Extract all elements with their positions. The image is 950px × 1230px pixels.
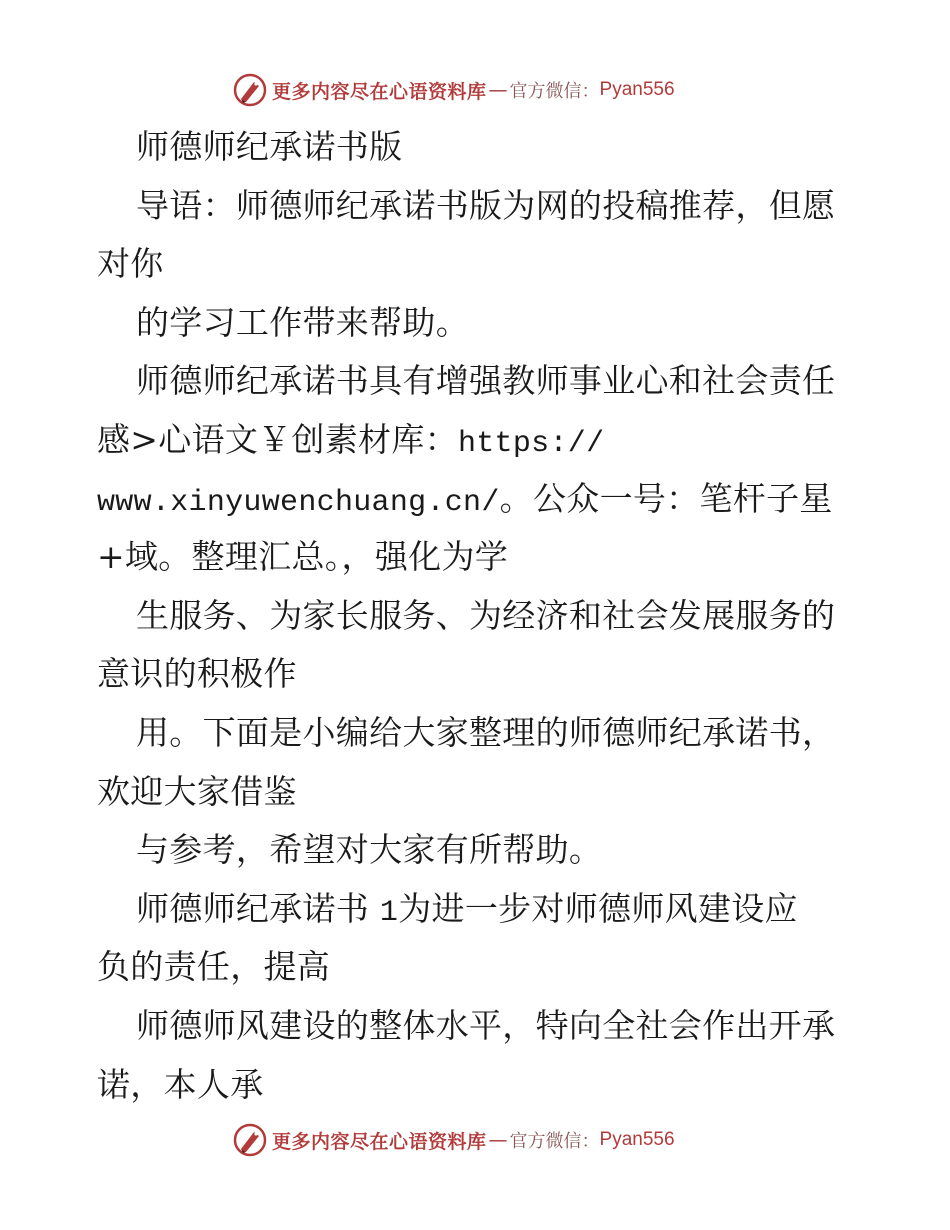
paragraph-line: +域。整理汇总。，强化为学 xyxy=(97,537,509,577)
source-url: www.xinyuwenchuang.cn/ xyxy=(97,485,500,520)
source-label: 感>心语文￥创素材库： xyxy=(97,419,458,459)
paragraph-line xyxy=(97,411,857,470)
banner-dash: — xyxy=(488,79,508,101)
source-url-prefix: https:// xyxy=(457,426,605,461)
paragraph-line xyxy=(97,470,857,529)
paragraph-line: 的学习工作带来帮助。 xyxy=(136,302,469,342)
paragraph-line: 师德师纪承诺书具有增强教师事业心和社会责任 xyxy=(136,361,836,401)
banner-text: 更多内容尽在心语资料库 xyxy=(272,1130,487,1153)
paragraph-line: 用。下面是小编给大家整理的师德师纪承诺书， xyxy=(136,712,836,752)
paragraph-line: 负的责任，提高 xyxy=(97,947,331,987)
wechat-account-text: 。公众一号：笔杆子星 xyxy=(499,478,833,518)
section-number: 1 xyxy=(379,895,399,930)
paragraph-line: 欢迎大家借鉴 xyxy=(97,771,297,811)
banner-wechat-id: Pyan556 xyxy=(599,1129,675,1150)
footer-banner xyxy=(232,1120,675,1160)
paragraph-line: 意识的积极作 xyxy=(97,654,297,694)
pen-logo-icon xyxy=(232,72,268,108)
pen-logo-icon xyxy=(232,1122,268,1158)
paragraph-line xyxy=(97,880,857,939)
banner-text: 更多内容尽在心语资料库 xyxy=(272,80,487,103)
banner-dash: — xyxy=(488,1129,508,1151)
document-title: 师德师纪承诺书版 xyxy=(136,127,403,166)
document-body xyxy=(97,118,857,1114)
paragraph-line: 与参考，希望对大家有所帮助。 xyxy=(136,830,603,870)
paragraph-line: 师德师风建设的整体水平，特向全社会作出开承 xyxy=(136,1005,836,1045)
banner-wechat-id: Pyan556 xyxy=(599,79,675,100)
paragraph-line: 对你 xyxy=(97,244,164,284)
header-banner xyxy=(232,70,675,110)
paragraph-line: 诺，本人承 xyxy=(97,1064,264,1104)
section-text: 为进一步对师德师风建设应 xyxy=(398,888,798,928)
banner-wechat-label: 官方微信： xyxy=(509,81,600,102)
paragraph-line: 导语：师德师纪承诺书版为网的投稿推荐，但愿 xyxy=(136,185,836,225)
banner-wechat-label: 官方微信： xyxy=(509,1131,600,1152)
section-heading: 师德师纪承诺书 xyxy=(136,888,370,928)
paragraph-line: 生服务、为家长服务、为经济和社会发展服务的 xyxy=(136,595,836,635)
